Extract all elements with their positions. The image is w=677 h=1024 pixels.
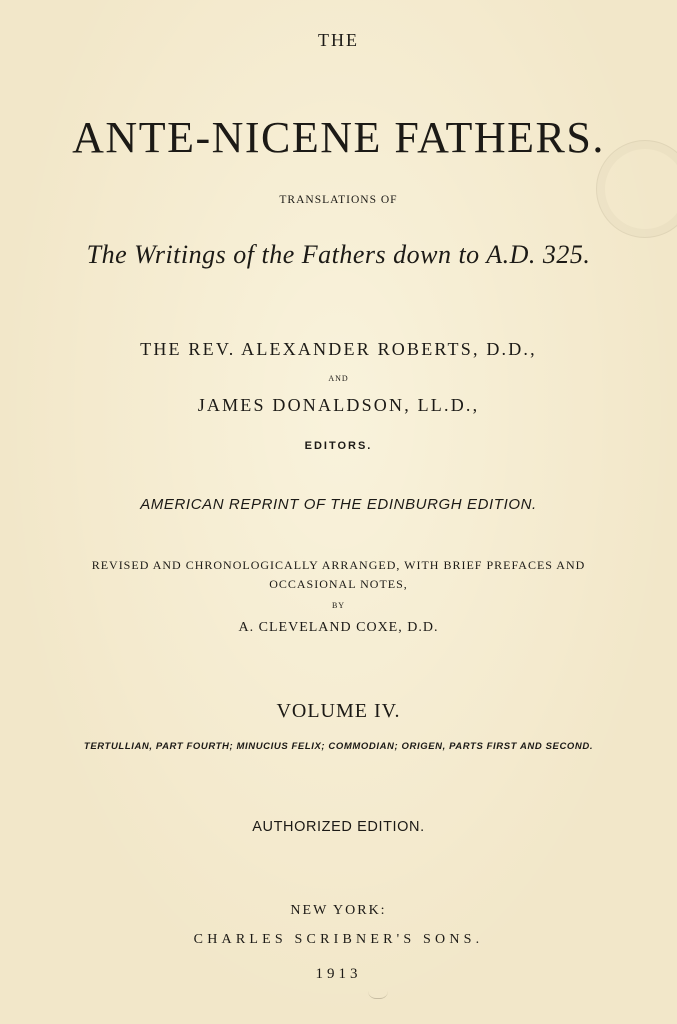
volume-contents: TERTULLIAN, PART FOURTH; MINUCIUS FELIX; COMMODIAN; ORIGEN, PARTS FIRST AND SECOND. <box>83 741 594 752</box>
publisher-name: CHARLES SCRIBNER'S SONS. <box>193 932 484 947</box>
reprint-statement: AMERICAN REPRINT OF THE EDINBURGH EDITION. <box>140 496 537 513</box>
subtitle: The Writings of the Fathers down to A.D. 325. <box>86 240 591 269</box>
authorized-edition: AUTHORIZED EDITION. <box>252 819 425 835</box>
publication-year: 1913 <box>315 966 362 982</box>
translations-of-label: TRANSLATIONS OF <box>279 194 398 206</box>
editor-roberts: THE REV. ALEXANDER ROBERTS, D.D., <box>140 339 537 359</box>
article-the: THE <box>318 30 359 50</box>
revision-note-line-2: OCCASIONAL NOTES, <box>269 577 408 591</box>
volume-number: VOLUME IV. <box>276 700 401 722</box>
and-label: AND <box>328 374 349 383</box>
reviser-name: A. CLEVELAND COXE, D.D. <box>238 620 439 635</box>
by-label: BY <box>331 601 346 610</box>
editors-label: EDITORS. <box>304 440 373 452</box>
revision-note-line-1: REVISED AND CHRONOLOGICALLY ARRANGED, WITH BRIEF PREFACES AND <box>91 558 586 572</box>
publication-place: NEW YORK: <box>290 903 387 918</box>
main-title: ANTE-NICENE FATHERS. <box>72 113 605 162</box>
editor-donaldson: JAMES DONALDSON, LL.D., <box>197 395 480 415</box>
pencil-mark <box>368 988 388 999</box>
